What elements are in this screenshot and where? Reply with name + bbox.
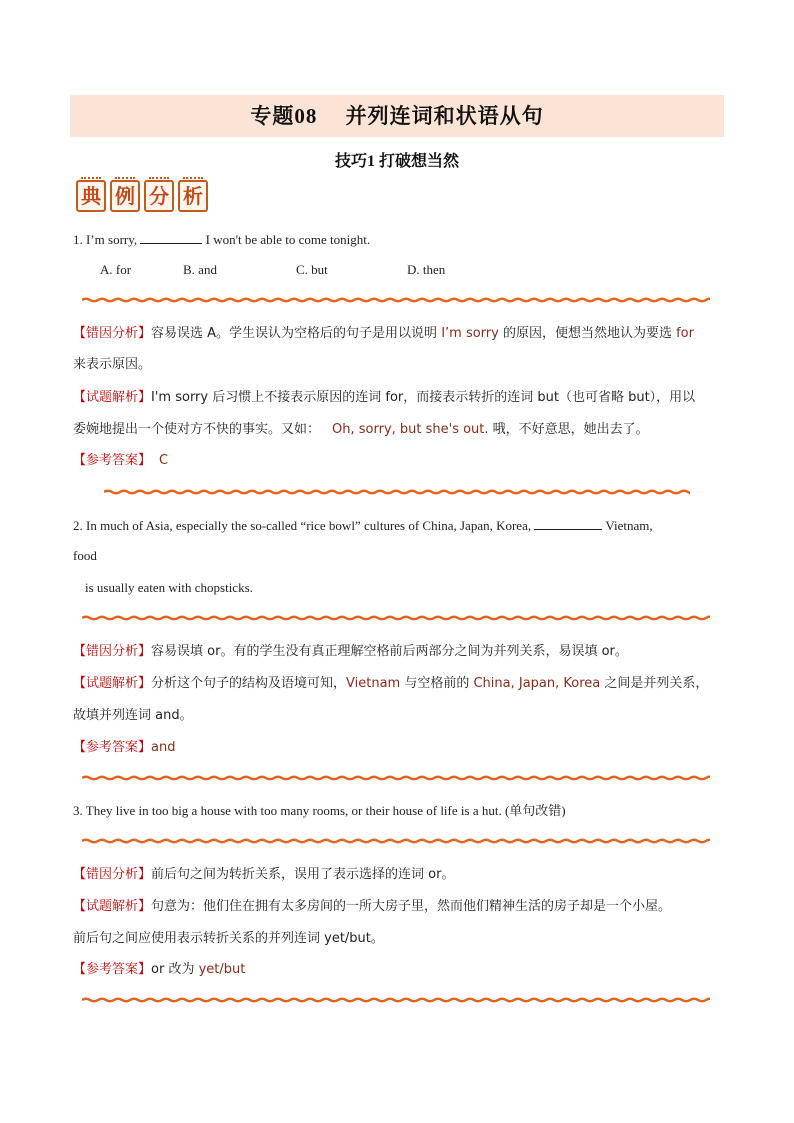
question-3: 3. They live in too big a house with too many rooms, or their house of life is a hut. (单句改错): [73, 803, 566, 818]
badge-char: 典: [76, 180, 106, 212]
badge-char: 析: [178, 180, 208, 212]
answer-value: C: [159, 453, 169, 468]
text: 之间是并列关系，: [600, 676, 709, 691]
tag-label: 【错因分析】: [73, 326, 152, 341]
text: 与空格前的: [400, 676, 474, 691]
tag-label: 【试题解析】: [73, 390, 152, 405]
tag-label: 【试题解析】: [73, 676, 152, 691]
q3-error-analysis: [73, 867, 454, 883]
q1-option-b: B. and: [183, 262, 217, 277]
tag-label: 【参考答案】: [73, 740, 152, 755]
question-2-line3: is usually eaten with chopsticks.: [85, 580, 253, 595]
text: 委婉地提出一个使对方不快的事实。又如：: [73, 422, 321, 437]
q1-blank: [140, 231, 202, 244]
tag-label: 【错因分析】: [73, 867, 152, 882]
question-1: [73, 231, 370, 248]
wave-divider: [82, 294, 710, 306]
q1-post: I won't be able to come tonight.: [202, 232, 371, 247]
badge-char: 例: [110, 180, 140, 212]
q2-blank: [534, 517, 602, 530]
text-red: China, Japan, Korea: [473, 676, 601, 691]
text: 容易误选 A。学生误认为空格后的句子是用以说明: [151, 326, 442, 341]
q3-explanation: [73, 899, 671, 915]
answer-value: yet/but: [198, 962, 246, 977]
q2-pre: 2. In much of Asia, especially the so-called “rice bowl” cultures of China, Japan, Korea,: [73, 518, 535, 533]
text: 分析这个句子的结构及语境可知，: [151, 676, 347, 691]
tag-label: 【错因分析】: [73, 644, 152, 659]
tag-label: 【参考答案】: [73, 453, 152, 468]
text: or 改为: [151, 962, 199, 977]
q1-error-analysis-cont: 来表示原因。: [73, 357, 152, 372]
wave-divider: [82, 994, 710, 1006]
tag-label: 【试题解析】: [73, 899, 152, 914]
q1-pre: 1. I’m sorry,: [73, 232, 141, 247]
text-red: Vietnam: [346, 676, 401, 691]
text: I'm sorry 后习惯上不接表示原因的连词 for，而接表示转折的连词 but（也可省略 but），用以: [151, 390, 696, 405]
q1-error-analysis: [73, 326, 694, 342]
text: 前后句之间为转折关系，误用了表示选择的连词 or。: [151, 867, 455, 882]
q1-explanation: [73, 390, 695, 406]
q1-option-d: D. then: [407, 262, 446, 277]
text-red: I’m sorry: [441, 326, 499, 341]
text-red: Oh, sorry, but she's out.: [332, 422, 489, 437]
tag-label: 【参考答案】: [73, 962, 152, 977]
q2-explanation: [73, 676, 708, 692]
wave-divider: [82, 612, 710, 624]
page-title: 专题08 并列连词和状语从句: [70, 95, 724, 137]
text: 句意为：他们住在拥有太多房间的一所大房子里，然而他们精神生活的房子却是一个小屋。: [151, 899, 672, 914]
q2-post: Vietnam,: [602, 518, 653, 533]
q1-answer: [73, 453, 168, 469]
wave-divider: [82, 772, 710, 784]
q1-option-a: A. for: [100, 262, 132, 277]
q1-explanation-cont: [73, 422, 649, 438]
example-analysis-badge: [76, 180, 208, 212]
question-2-line2: food: [73, 548, 97, 563]
section-subtitle: 技巧1 打破想当然: [334, 153, 459, 170]
q2-explanation-cont: 故填并列连词 and。: [73, 708, 193, 723]
wave-divider: [82, 835, 710, 847]
badge-char: 分: [144, 180, 174, 212]
text: 哦，不好意思，她出去了。: [488, 422, 649, 437]
q2-answer: [73, 740, 175, 756]
q1-option-c: C. but: [296, 262, 328, 277]
q3-explanation-cont: 前后句之间应使用表示转折关系的并列连词 yet/but。: [73, 931, 384, 946]
text: 容易误填 or。有的学生没有真正理解空格前后两部分之间为并列关系，易误填 or。: [151, 644, 628, 659]
text-red: for: [676, 326, 694, 341]
question-2: [73, 517, 653, 534]
wave-divider: [104, 486, 690, 498]
answer-value: and: [151, 740, 176, 755]
q2-error-analysis: [73, 644, 628, 660]
text: 的原因，便想当然地认为要选: [498, 326, 677, 341]
q3-answer: [73, 962, 245, 978]
